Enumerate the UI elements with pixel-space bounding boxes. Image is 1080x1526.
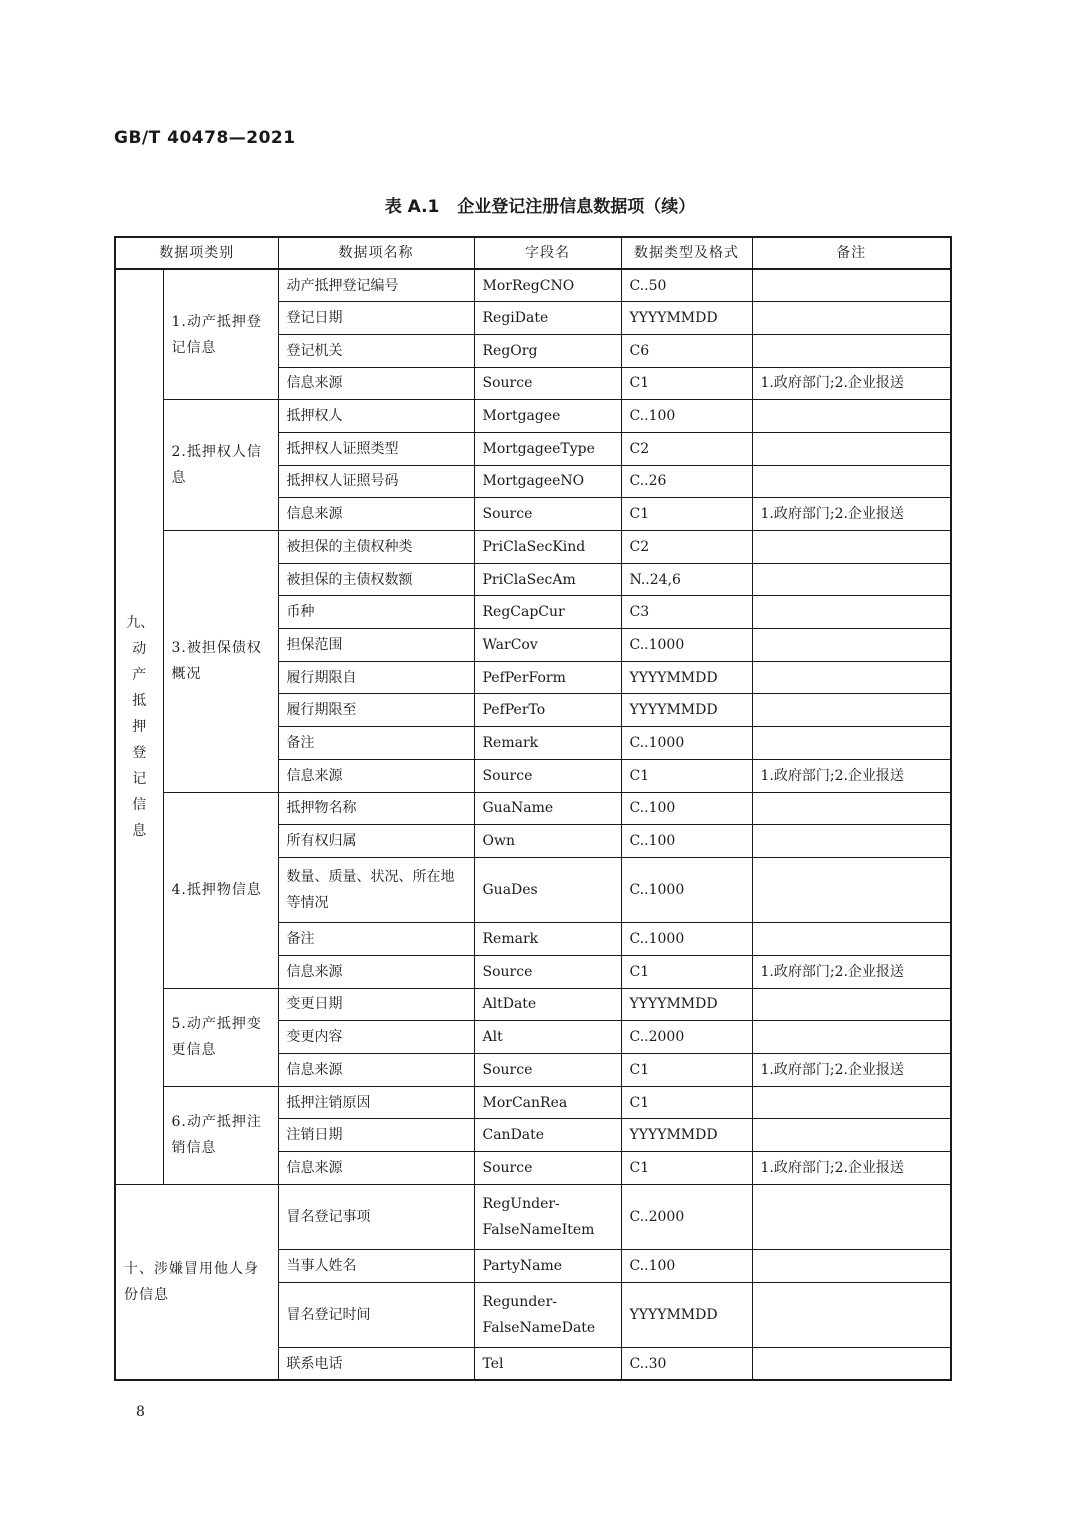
item-name: 抵押权人	[278, 400, 474, 433]
data-type: C1	[621, 955, 752, 988]
data-items-table	[114, 236, 952, 1381]
field-name: MorRegCNO	[474, 269, 621, 302]
item-name: 抵押注销原因	[278, 1086, 474, 1119]
data-type: C6	[621, 334, 752, 367]
data-type: N..24,6	[621, 563, 752, 596]
data-type: C..26	[621, 465, 752, 498]
field-name: PartyName	[474, 1250, 621, 1283]
item-name: 担保范围	[278, 629, 474, 662]
item-name: 币种	[278, 596, 474, 629]
data-type: C..100	[621, 1250, 752, 1283]
field-name: Source	[474, 498, 621, 531]
item-name: 联系电话	[278, 1348, 474, 1381]
data-type: C..100	[621, 400, 752, 433]
data-type: C1	[621, 1152, 752, 1185]
category-label: 九、动产抵押登记信息	[126, 614, 155, 839]
note	[752, 596, 951, 629]
data-type: C1	[621, 1086, 752, 1119]
item-name: 履行期限自	[278, 661, 474, 694]
table-row	[115, 400, 951, 433]
item-name: 抵押物名称	[278, 792, 474, 825]
field-name: MortgageeType	[474, 432, 621, 465]
table-row	[115, 269, 951, 302]
note	[752, 661, 951, 694]
field-name: RegOrg	[474, 334, 621, 367]
field-name: PriClaSecKind	[474, 531, 621, 564]
item-name: 备注	[278, 727, 474, 760]
field-name: WarCov	[474, 629, 621, 662]
note	[752, 923, 951, 956]
data-type: YYYYMMDD	[621, 1119, 752, 1152]
note	[752, 465, 951, 498]
data-type: C1	[621, 367, 752, 400]
note	[752, 727, 951, 760]
subcategory-label: 3.被担保债权概况	[163, 531, 278, 793]
note	[752, 302, 951, 335]
column-header: 备注	[752, 237, 951, 269]
table-row	[115, 988, 951, 1021]
item-name: 信息来源	[278, 1054, 474, 1087]
note	[752, 988, 951, 1021]
item-name: 变更日期	[278, 988, 474, 1021]
data-type: YYYYMMDD	[621, 694, 752, 727]
data-type: YYYYMMDD	[621, 302, 752, 335]
field-name: Source	[474, 955, 621, 988]
field-name: MorCanRea	[474, 1086, 621, 1119]
note: 1.政府部门;2.企业报送	[752, 955, 951, 988]
item-name: 动产抵押登记编号	[278, 269, 474, 302]
field-name: RegCapCur	[474, 596, 621, 629]
note	[752, 1021, 951, 1054]
note	[752, 792, 951, 825]
note	[752, 563, 951, 596]
field-name: AltDate	[474, 988, 621, 1021]
table-title	[0, 192, 1080, 217]
item-name: 信息来源	[278, 367, 474, 400]
item-name: 所有权归属	[278, 825, 474, 858]
field-name: GuaName	[474, 792, 621, 825]
note	[752, 400, 951, 433]
subcategory-label: 5.动产抵押变更信息	[163, 988, 278, 1086]
subcategory-label: 2.抵押权人信息	[163, 400, 278, 531]
column-header: 字段名	[474, 237, 621, 269]
note	[752, 629, 951, 662]
data-type: C1	[621, 1054, 752, 1087]
field-name: GuaDes	[474, 857, 621, 922]
field-name: RegUnder-FalseNameItem	[474, 1184, 621, 1249]
item-name: 抵押权人证照号码	[278, 465, 474, 498]
data-type: YYYYMMDD	[621, 988, 752, 1021]
data-type: C..1000	[621, 923, 752, 956]
field-name: Remark	[474, 923, 621, 956]
data-type: C1	[621, 498, 752, 531]
category-cell	[115, 269, 163, 1184]
data-type: C..1000	[621, 857, 752, 922]
item-name: 当事人姓名	[278, 1250, 474, 1283]
data-type: YYYYMMDD	[621, 661, 752, 694]
item-name: 数量、质量、状况、所在地等情况	[278, 857, 474, 922]
item-name: 冒名登记事项	[278, 1184, 474, 1249]
data-type: C..50	[621, 269, 752, 302]
field-name: Regunder-FalseNameDate	[474, 1282, 621, 1347]
note	[752, 334, 951, 367]
data-type: C..2000	[621, 1021, 752, 1054]
data-type: C..1000	[621, 727, 752, 760]
page-number: 8	[136, 1404, 145, 1420]
note	[752, 1348, 951, 1381]
subcategory-label: 1.动产抵押登记信息	[163, 269, 278, 400]
field-name: RegiDate	[474, 302, 621, 335]
field-name: Source	[474, 759, 621, 792]
item-name: 登记日期	[278, 302, 474, 335]
field-name: Own	[474, 825, 621, 858]
data-type: YYYYMMDD	[621, 1282, 752, 1347]
item-name: 信息来源	[278, 759, 474, 792]
note	[752, 1086, 951, 1119]
data-type: C..1000	[621, 629, 752, 662]
note	[752, 694, 951, 727]
field-name: Source	[474, 367, 621, 400]
item-name: 登记机关	[278, 334, 474, 367]
table-row	[115, 1184, 951, 1249]
field-name: Source	[474, 1054, 621, 1087]
item-name: 被担保的主债权数额	[278, 563, 474, 596]
data-type: C..100	[621, 792, 752, 825]
item-name: 冒名登记时间	[278, 1282, 474, 1347]
data-type: C..2000	[621, 1184, 752, 1249]
item-name: 被担保的主债权种类	[278, 531, 474, 564]
item-name: 备注	[278, 923, 474, 956]
column-header: 数据项类别	[115, 237, 278, 269]
standard-code: GB/T 40478—2021	[114, 128, 296, 148]
note	[752, 1119, 951, 1152]
category-label: 十、涉嫌冒用他人身份信息	[115, 1184, 278, 1380]
note	[752, 1282, 951, 1347]
data-type: C1	[621, 759, 752, 792]
item-name: 抵押权人证照类型	[278, 432, 474, 465]
note	[752, 531, 951, 564]
item-name: 履行期限至	[278, 694, 474, 727]
note	[752, 857, 951, 922]
field-name: PefPerTo	[474, 694, 621, 727]
note	[752, 825, 951, 858]
field-name: Remark	[474, 727, 621, 760]
field-name: Tel	[474, 1348, 621, 1381]
note	[752, 432, 951, 465]
note: 1.政府部门;2.企业报送	[752, 759, 951, 792]
subcategory-label: 4.抵押物信息	[163, 792, 278, 988]
table-row	[115, 1086, 951, 1119]
table-row	[115, 531, 951, 564]
data-type: C..100	[621, 825, 752, 858]
note: 1.政府部门;2.企业报送	[752, 498, 951, 531]
note	[752, 269, 951, 302]
field-name: CanDate	[474, 1119, 621, 1152]
data-type: C2	[621, 432, 752, 465]
field-name: Mortgagee	[474, 400, 621, 433]
field-name: Source	[474, 1152, 621, 1185]
table-row	[115, 792, 951, 825]
data-type: C..30	[621, 1348, 752, 1381]
note: 1.政府部门;2.企业报送	[752, 1152, 951, 1185]
field-name: PriClaSecAm	[474, 563, 621, 596]
table-title-text: 企业登记注册信息数据项（续）	[457, 197, 696, 217]
data-type: C2	[621, 531, 752, 564]
field-name: MortgageeNO	[474, 465, 621, 498]
item-name: 信息来源	[278, 1152, 474, 1185]
data-type: C3	[621, 596, 752, 629]
item-name: 变更内容	[278, 1021, 474, 1054]
subcategory-label: 6.动产抵押注销信息	[163, 1086, 278, 1184]
item-name: 信息来源	[278, 498, 474, 531]
item-name: 信息来源	[278, 955, 474, 988]
table-header-row	[115, 237, 951, 269]
column-header: 数据项名称	[278, 237, 474, 269]
field-name: PefPerForm	[474, 661, 621, 694]
note	[752, 1184, 951, 1249]
field-name: Alt	[474, 1021, 621, 1054]
item-name: 注销日期	[278, 1119, 474, 1152]
table-title-prefix: 表 A.1	[384, 197, 440, 217]
note	[752, 1250, 951, 1283]
note: 1.政府部门;2.企业报送	[752, 1054, 951, 1087]
note: 1.政府部门;2.企业报送	[752, 367, 951, 400]
column-header: 数据类型及格式	[621, 237, 752, 269]
